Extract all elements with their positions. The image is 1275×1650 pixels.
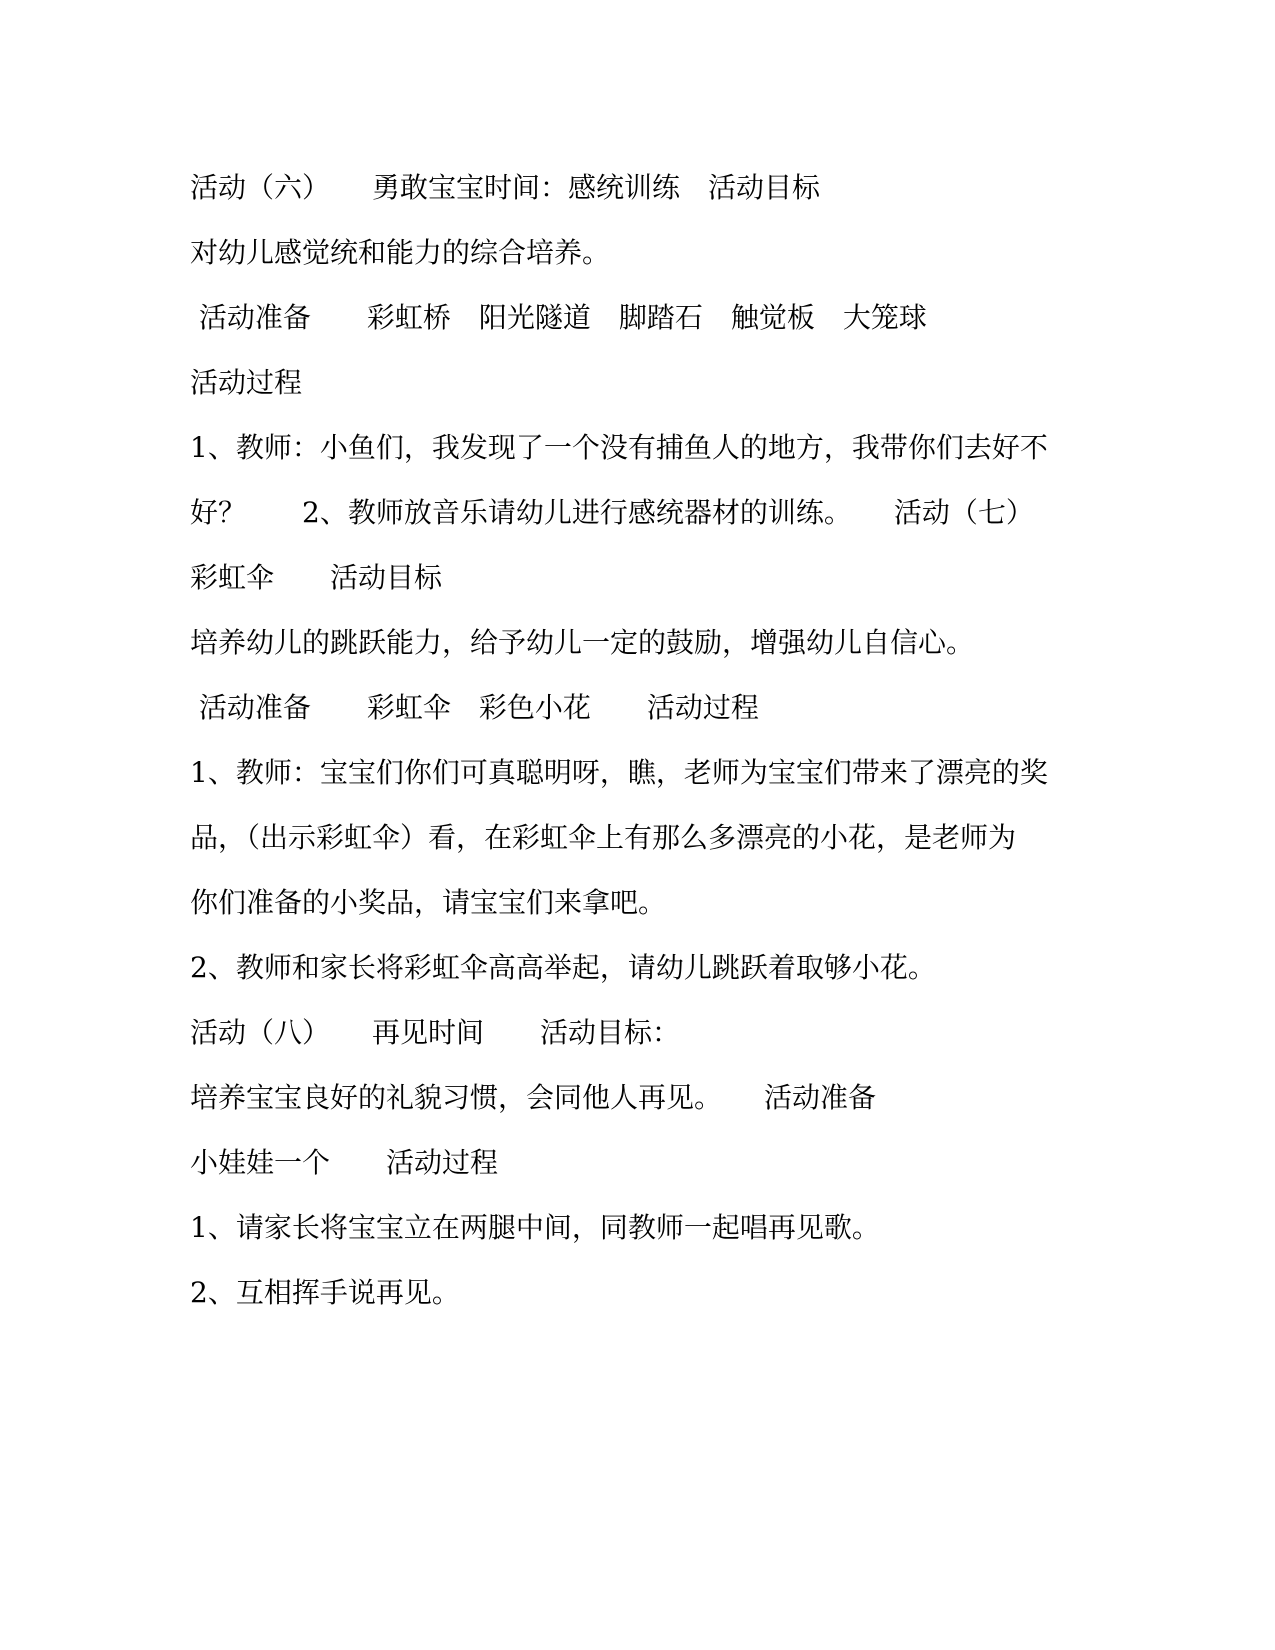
text-line: 2、教师和家长将彩虹伞高高举起，请幼儿跳跃着取够小花。	[190, 951, 936, 984]
text-line: 活动过程	[190, 366, 303, 399]
text-line: 活动（八） 再见时间 活动目标：	[190, 1016, 681, 1049]
text-line: 对幼儿感觉统和能力的综合培养。	[190, 236, 611, 269]
text-line: 培养宝宝良好的礼貌习惯，会同他人再见。 活动准备	[190, 1081, 877, 1114]
text-line: 好？ 2、教师放音乐请幼儿进行感统器材的训练。 活动（七）	[190, 496, 1034, 529]
text-line: 彩虹伞 活动目标	[190, 561, 443, 594]
text-line: 1、教师：宝宝们你们可真聪明呀，瞧，老师为宝宝们带来了漂亮的奖	[190, 756, 1048, 789]
document-body	[190, 155, 1090, 1325]
text-line: 你们准备的小奖品，请宝宝们来拿吧。	[190, 886, 667, 919]
text-line: 1、教师：小鱼们，我发现了一个没有捕鱼人的地方，我带你们去好不	[190, 431, 1048, 464]
text-line: 培养幼儿的跳跃能力，给予幼儿一定的鼓励，增强幼儿自信心。	[190, 626, 975, 659]
text-line: 活动（六） 勇敢宝宝时间：感统训练 活动目标	[190, 171, 821, 204]
text-line: 品，（出示彩虹伞）看，在彩虹伞上有那么多漂亮的小花，是老师为	[190, 821, 1017, 854]
text-line: 2、互相挥手说再见。	[190, 1276, 460, 1309]
text-line: 小娃娃一个 活动过程	[190, 1146, 499, 1179]
text-line: 1、请家长将宝宝立在两腿中间，同教师一起唱再见歌。	[190, 1211, 880, 1244]
text-line: 活动准备 彩虹桥 阳光隧道 脚踏石 触觉板 大笼球	[190, 301, 927, 334]
text-line: 活动准备 彩虹伞 彩色小花 活动过程	[190, 691, 759, 724]
